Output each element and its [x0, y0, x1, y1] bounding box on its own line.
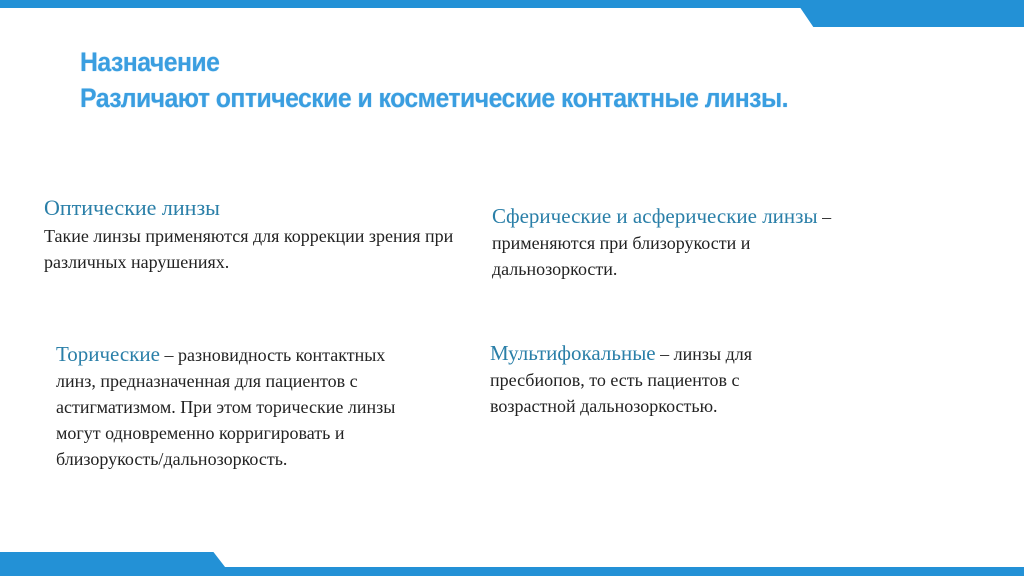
- top-accent-tab: [795, 0, 1024, 27]
- spherical-lenses-heading: Сферические и асферические линзы: [492, 204, 818, 228]
- multifocal-lenses-heading: Мультифокальные: [490, 341, 656, 365]
- spherical-lenses-block: [492, 203, 832, 282]
- optical-lenses-text: Такие линзы применяются для коррекции зрения при различных нарушениях.: [44, 226, 454, 272]
- toric-lenses-block: [56, 341, 406, 472]
- slide-title: [80, 44, 788, 116]
- multifocal-lenses-block: [490, 340, 820, 419]
- toric-lenses-text: – разновидность контактных линз, предназначенная для пациентов с астигматизмом. При этом торические линзы могут одновременно корригировать и близорукость/дальнозоркость.: [56, 345, 396, 469]
- title-line-2: Различают оптические и косметические контактные линзы.: [80, 83, 788, 113]
- spherical-lenses-text: – применяются при близорукости и дальнозоркости.: [492, 207, 832, 279]
- optical-lenses-heading: Оптические линзы: [44, 195, 220, 220]
- toric-lenses-heading: Торические: [56, 342, 160, 366]
- multifocal-lenses-text: – линзы для пресбиопов, то есть пациентов с возрастной дальнозоркостью.: [490, 344, 752, 416]
- optical-lenses-block: [44, 193, 454, 275]
- title-line-1: Назначение: [80, 47, 220, 77]
- bottom-accent-bar: [0, 567, 1024, 576]
